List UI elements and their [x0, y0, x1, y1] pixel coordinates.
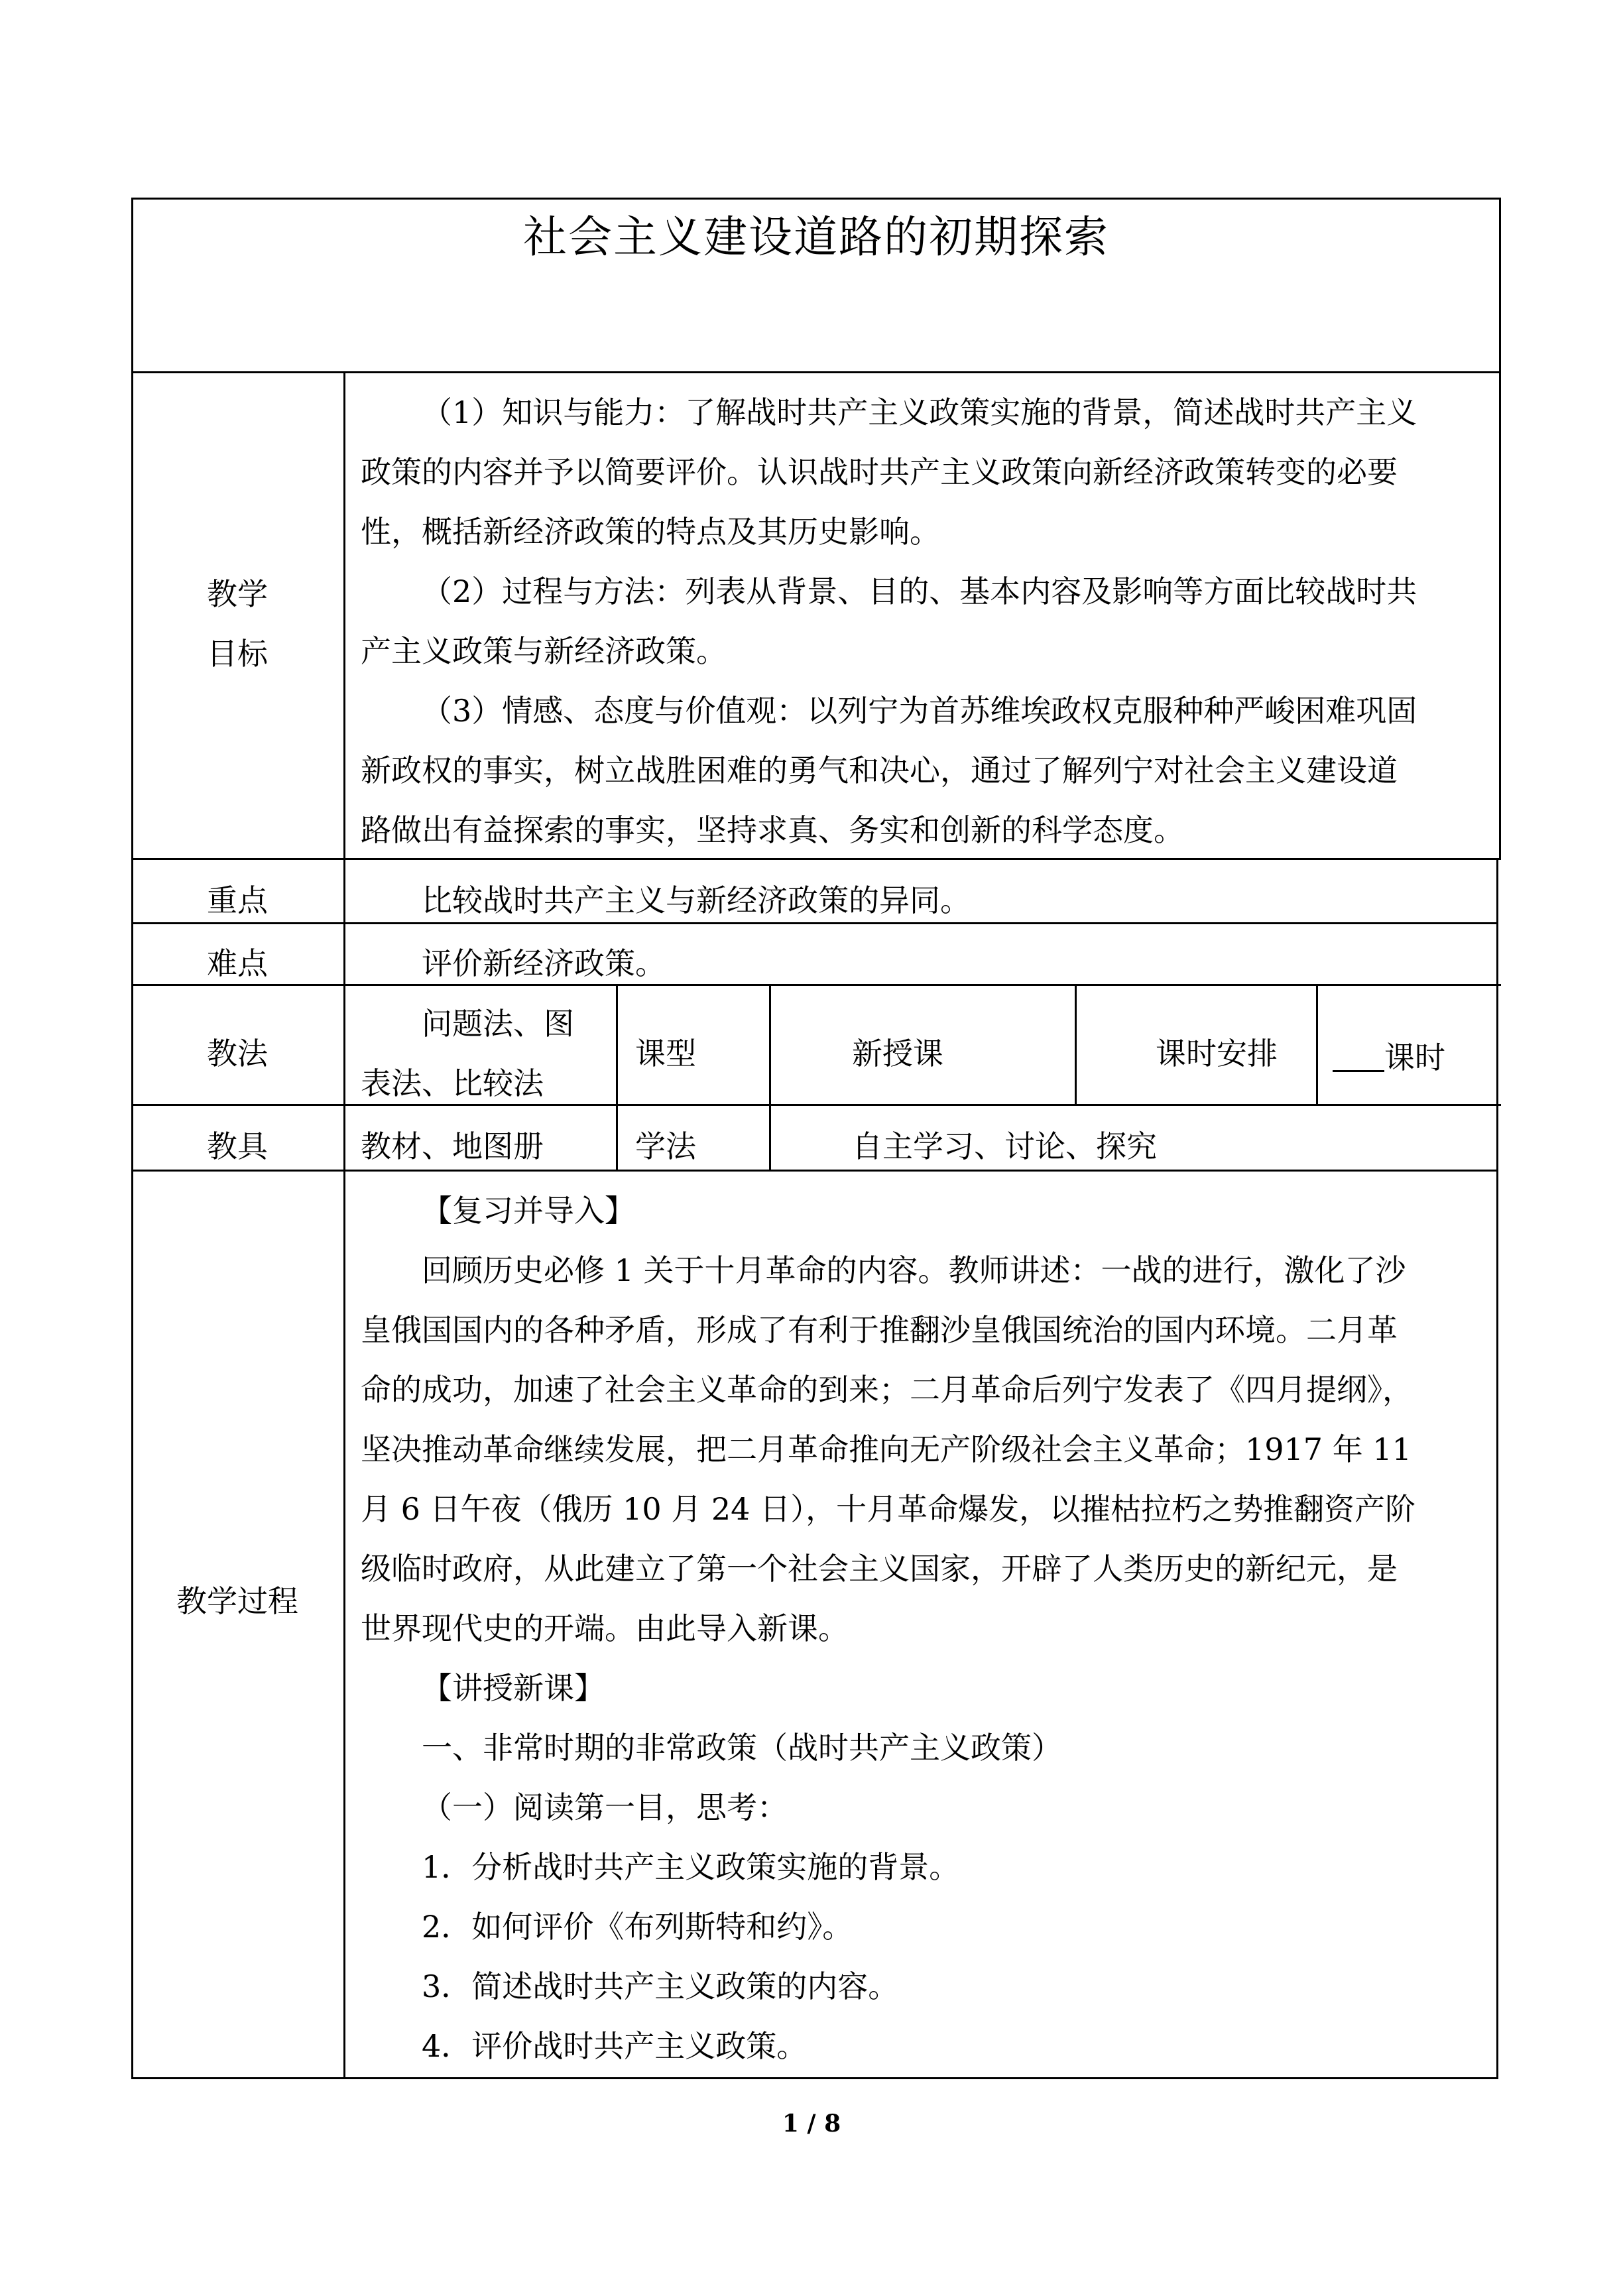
- method-label: 教法: [207, 1036, 268, 1071]
- table-border-difficulty-bottom: [131, 984, 1501, 986]
- schedule-label: 课时安排: [1156, 1036, 1278, 1071]
- method-value-line2: 表法、比较法: [361, 1065, 544, 1101]
- process-line: 【讲授新课】: [422, 1670, 605, 1706]
- process-line: 命的成功，加速了社会主义革命的到来；二月革命后列宁发表了《四月提纲》，: [361, 1372, 1413, 1408]
- schedule-suffix: 课时: [1384, 1040, 1445, 1075]
- table-border-tools-bottom: [131, 1170, 1498, 1172]
- process-line: 2．如何评价《布列斯特和约》。: [422, 1909, 853, 1945]
- process-line: 1．分析战时共产主义政策实施的背景。: [422, 1849, 960, 1885]
- objectives-line: 政策的内容并予以简要评价。认识战时共产主义政策向新经济政策转变的必要: [361, 454, 1398, 490]
- table-border-method-bottom: [131, 1104, 1501, 1106]
- key-point-label: 重点: [207, 882, 268, 918]
- table-border-method-col2: [769, 984, 771, 1172]
- lesson-type-label: 课型: [635, 1036, 696, 1071]
- schedule-blank: [1333, 1038, 1384, 1072]
- table-border-top: [131, 198, 1501, 200]
- key-point-value: 比较战时共产主义与新经济政策的异同。: [422, 882, 971, 918]
- tools-label: 教具: [207, 1128, 268, 1164]
- process-line: 皇俄国国内的各种矛盾，形成了有利于推翻沙皇俄国统治的国内环境。二月革: [361, 1312, 1398, 1348]
- page-number: 1 / 8: [782, 2110, 841, 2138]
- objectives-label-line1: 教学: [207, 576, 268, 612]
- objectives-label-line2: 目标: [207, 636, 268, 672]
- process-line: 一、非常时期的非常政策（战时共产主义政策）: [422, 1730, 1062, 1766]
- table-border-title-bottom: [131, 371, 1501, 373]
- page-title: 社会主义建设道路的初期探索: [523, 211, 1109, 263]
- process-line: 4．评价战时共产主义政策。: [422, 2028, 808, 2064]
- process-line: 月 6 日午夜（俄历 10 月 24 日），十月革命爆发，以摧枯拉朽之势推翻资产阶: [361, 1491, 1416, 1527]
- objectives-line: （2）过程与方法：列表从背景、目的、基本内容及影响等方面比较战时共: [422, 574, 1417, 609]
- table-border-label-column: [343, 371, 345, 2079]
- table-border-bottom: [131, 2077, 1498, 2079]
- objectives-line: 新政权的事实，树立战胜困难的勇气和决心，通过了解列宁对社会主义建设道: [361, 753, 1398, 788]
- difficulty-label: 难点: [207, 945, 268, 981]
- process-line: 回顾历史必修 1 关于十月革命的内容。教师讲述：一战的进行，激化了沙: [422, 1252, 1406, 1288]
- objectives-line: 性，概括新经济政策的特点及其历史影响。: [361, 514, 940, 550]
- lesson-type-value: 新授课: [852, 1036, 943, 1071]
- objectives-line: （1）知识与能力：了解战时共产主义政策实施的背景，简述战时共产主义: [422, 394, 1417, 430]
- difficulty-value: 评价新经济政策。: [422, 945, 666, 981]
- table-border-keypoint-bottom: [131, 922, 1498, 924]
- tools-value: 教材、地图册: [361, 1128, 544, 1164]
- objectives-line: 产主义政策与新经济政策。: [361, 633, 727, 669]
- table-border-right-lower: [1496, 858, 1498, 2079]
- objectives-line: （3）情感、态度与价值观：以列宁为首苏维埃政权克服种种严峻困难巩固: [422, 693, 1417, 729]
- table-border-method-col4: [1316, 984, 1318, 1106]
- table-border-method-col1: [616, 984, 618, 1172]
- study-method-label: 学法: [635, 1128, 696, 1164]
- process-line: 世界现代史的开端。由此导入新课。: [361, 1610, 849, 1646]
- table-border-right-upper: [1499, 198, 1501, 860]
- process-line: 3．简述战时共产主义政策的内容。: [422, 1968, 899, 2004]
- process-line: 级临时政府，从此建立了第一个社会主义国家，开辟了人类历史的新纪元，是: [361, 1551, 1398, 1587]
- objectives-line: 路做出有益探索的事实，坚持求真、务实和创新的科学态度。: [361, 812, 1184, 848]
- schedule-value: [1333, 1038, 1445, 1073]
- process-label: 教学过程: [176, 1583, 298, 1619]
- process-line: 坚决推动革命继续发展，把二月革命推向无产阶级社会主义革命；1917 年 11: [361, 1431, 1412, 1467]
- method-value-line1: 问题法、图: [422, 1006, 574, 1042]
- table-border-method-col3: [1075, 984, 1077, 1106]
- process-line: 【复习并导入】: [422, 1193, 635, 1229]
- process-line: （一）阅读第一目，思考：: [422, 1789, 788, 1825]
- study-method-value: 自主学习、讨论、探究: [852, 1128, 1157, 1164]
